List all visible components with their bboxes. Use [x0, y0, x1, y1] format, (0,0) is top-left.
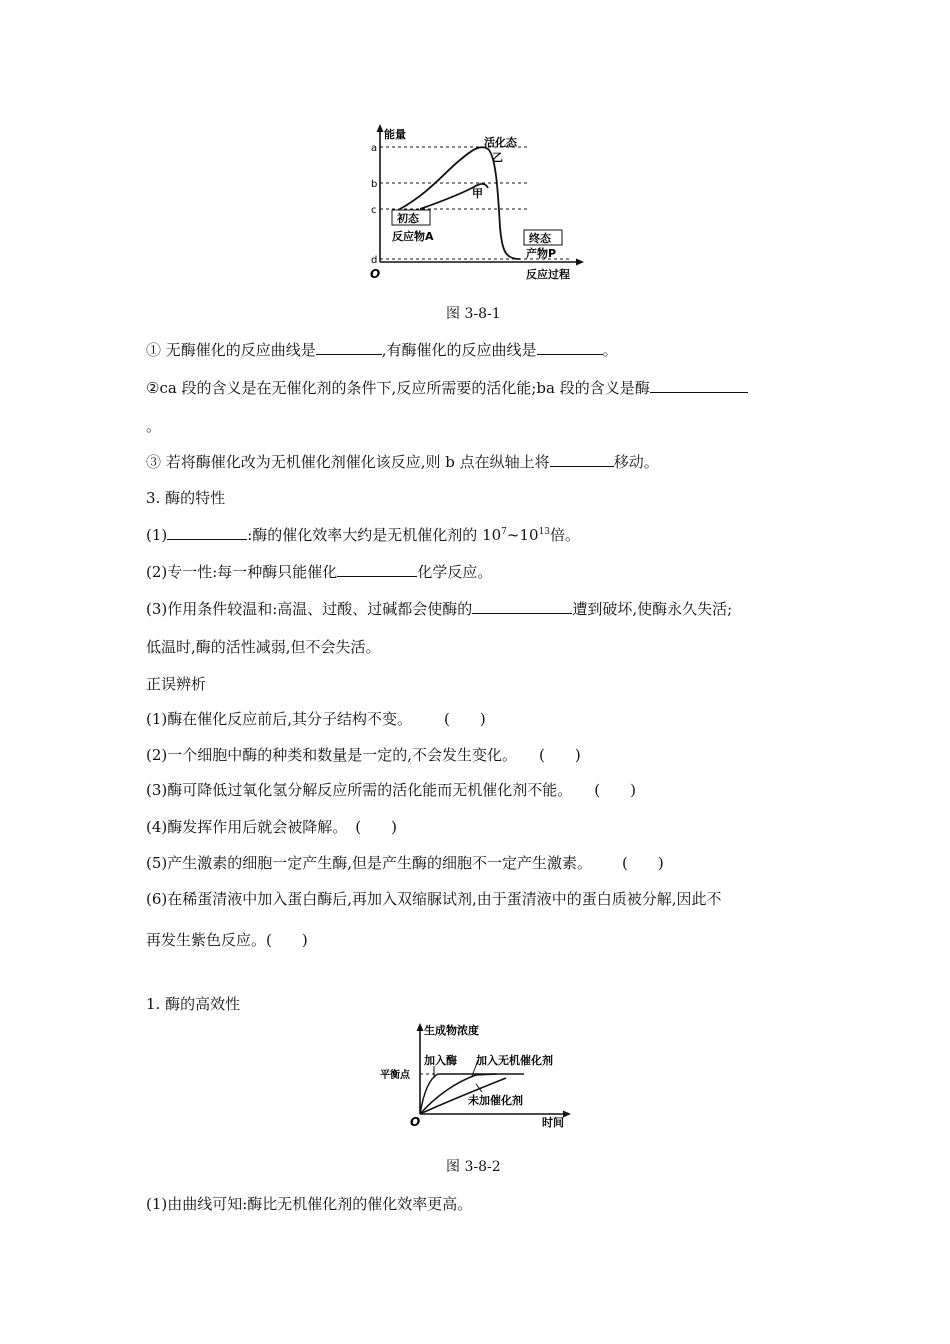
judge-title: 正误辨析: [146, 675, 207, 693]
energy-diagram: [360, 122, 590, 287]
svg-text:乙: 乙: [492, 151, 503, 164]
svg-text:产物P: 产物P: [526, 247, 557, 260]
answer-paren[interactable]: ( ): [444, 710, 486, 728]
judge-item: (5)产生激素的细胞一定产生酶,但是产生酶的细胞不一定产生激素。 ( ): [146, 854, 664, 872]
property-2: (2)专一性:每一种酶只能催化 化学反应。: [146, 563, 493, 581]
section-heading: 3. 酶的特性: [146, 489, 226, 507]
svg-text:能量: 能量: [384, 128, 406, 141]
answer-blank[interactable]: [337, 562, 417, 577]
question-1: ① 无酶催化的反应曲线是 ,有酶催化的反应曲线是 。: [146, 341, 618, 359]
section-heading-2: 1. 酶的高效性: [146, 995, 241, 1013]
svg-text:加入无机催化剂: 加入无机催化剂: [476, 1054, 553, 1067]
answer-paren[interactable]: ( ): [539, 746, 581, 764]
answer-paren[interactable]: ( ): [594, 781, 636, 799]
question-2-end: 。: [146, 417, 162, 435]
svg-text:甲: 甲: [472, 187, 483, 200]
svg-text:终态: 终态: [529, 232, 551, 245]
judge-item: (3)酶可降低过氧化氢分解反应所需的活化能而无机催化剂不能。 ( ): [146, 781, 636, 799]
svg-text:加入酶: 加入酶: [424, 1054, 457, 1067]
conclusion: (1)由曲线可知:酶比无机催化剂的催化效率更高。: [146, 1195, 473, 1213]
answer-paren[interactable]: ( ): [266, 931, 308, 949]
judge-item: (1)酶在催化反应前后,其分子结构不变。 ( ): [146, 710, 486, 728]
answer-blank[interactable]: [316, 340, 382, 355]
judge-item: (2)一个细胞中酶的种类和数量是一定的,不会发生变化。 ( ): [146, 746, 581, 764]
property-1: (1) :酶的催化效率大约是无机催化剂的 $10^7\sim 10^{13}$倍。: [146, 526, 581, 544]
svg-text:生成物浓度: 生成物浓度: [424, 1024, 479, 1037]
svg-text:平衡点: 平衡点: [380, 1070, 410, 1081]
judge-item: (4)酶发挥作用后就会被降解。 ( ): [146, 818, 397, 836]
answer-blank[interactable]: [167, 525, 247, 540]
svg-text:反应物A: 反应物A: [392, 230, 434, 243]
judge-item: (6)在稀蛋清液中加入蛋白酶后,再加入双缩脲试剂,由于蛋清液中的蛋白质被分解,因此不: [146, 890, 722, 908]
svg-text:O: O: [370, 267, 381, 281]
answer-blank[interactable]: [472, 599, 572, 614]
property-3-cont: 低温时,酶的活性减弱,但不会失活。: [146, 638, 381, 656]
svg-text:d: d: [371, 255, 378, 266]
svg-text:反应过程: 反应过程: [526, 268, 570, 281]
answer-blank[interactable]: [650, 378, 748, 393]
svg-text:初态: 初态: [397, 212, 419, 225]
svg-text:未加催化剂: 未加催化剂: [468, 1094, 523, 1107]
svg-text:时间: 时间: [542, 1116, 564, 1129]
answer-blank[interactable]: [537, 340, 603, 355]
svg-text:a: a: [371, 143, 378, 154]
answer-paren[interactable]: ( ): [355, 818, 397, 836]
answer-paren[interactable]: ( ): [622, 854, 664, 872]
answer-blank[interactable]: [550, 452, 614, 467]
svg-text:活化态: 活化态: [484, 136, 517, 149]
figure-caption-2: 图 3-8-2: [446, 1159, 501, 1175]
judge-item: 再发生紫色反应。( ): [146, 931, 308, 949]
question-3: ③ 若将酶催化改为无机催化剂催化该反应,则 b 点在纵轴上将 移动。: [146, 453, 659, 471]
figure-caption-1: 图 3-8-1: [446, 306, 501, 322]
svg-text:O: O: [410, 1115, 421, 1129]
question-2: ②ca 段的含义是在无催化剂的条件下,反应所需要的活化能;ba 段的含义是酶: [146, 378, 748, 398]
efficiency-graph: [376, 1020, 576, 1132]
property-3: (3)作用条件较温和:高温、过酸、过碱都会使酶的 遭到破坏,使酶永久失活;: [146, 600, 733, 618]
svg-text:b: b: [371, 179, 378, 190]
svg-text:c: c: [371, 205, 377, 216]
